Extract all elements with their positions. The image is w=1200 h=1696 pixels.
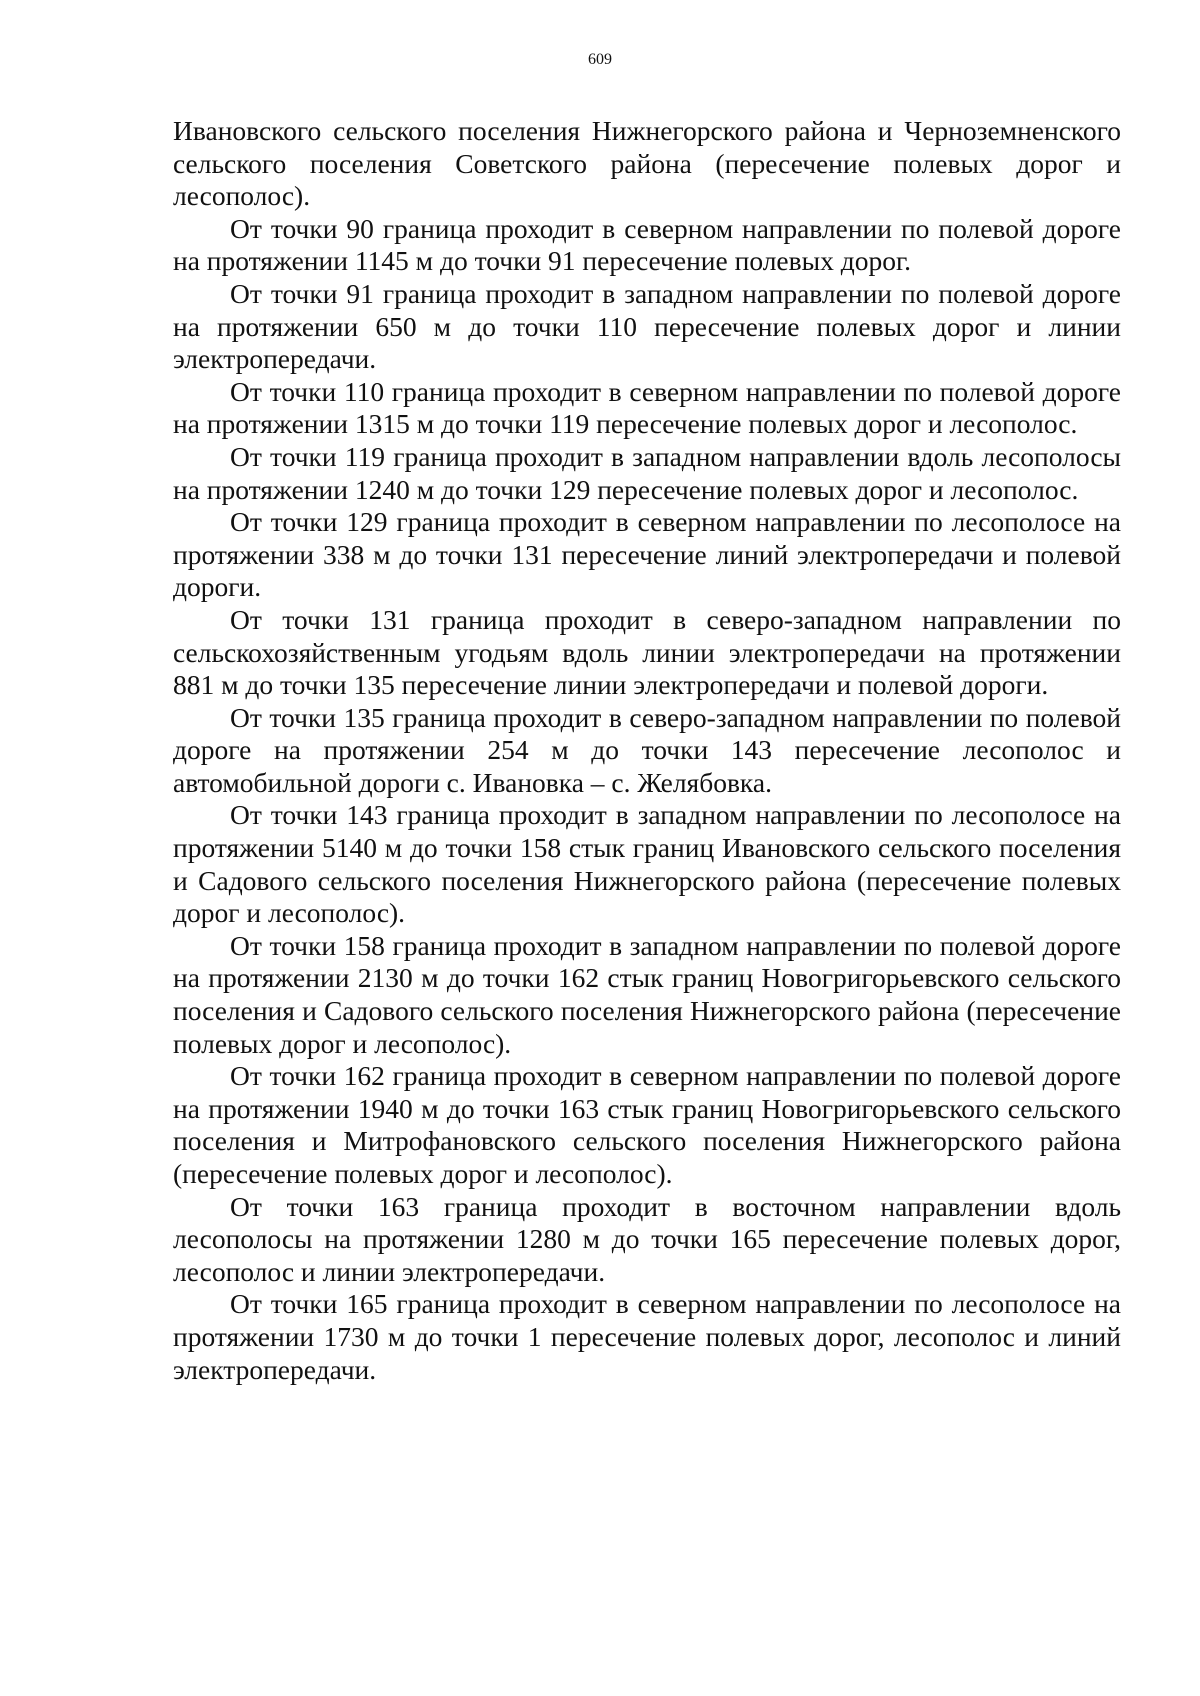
paragraph-point-91: От точки 91 граница проходит в западном направлении по полевой дороге на протяжении 650 м до точки 110 пересечение полевых дорог и линии электропередачи. bbox=[173, 277, 1121, 375]
paragraph-point-163: От точки 163 граница проходит в восточном направлении вдоль лесополосы на протяжении 1280 м до точки 165 пересечение полевых дорог, лесополос и линии электропередачи. bbox=[173, 1190, 1121, 1287]
paragraph-point-119: От точки 119 граница проходит в западном направлении вдоль лесополосы на протяжении 1240 м до точки 129 пересечение полевых дорог и лесополос. bbox=[173, 440, 1121, 505]
paragraph-point-110: От точки 110 граница проходит в северном направлении по полевой дороге на протяжении 1315 м до точки 119 пересечение полевых дорог и лесополос. bbox=[173, 375, 1121, 440]
page-number: 609 bbox=[588, 51, 612, 68]
paragraph-point-165: От точки 165 граница проходит в северном направлении по лесополосе на протяжении 1730 м до точки 1 пересечение полевых дорог, лесополос и линий электропередачи. bbox=[173, 1288, 1121, 1385]
paragraph-point-158: От точки 158 граница проходит в западном направлении по полевой дороге на протяжении 2130 м до точки 162 стык границ Новогригорьевского сельского поселения и Садового сельского поселения Нижнегорского района (пересечение полевых дорог и лесополос). bbox=[173, 929, 1121, 1059]
paragraph-point-135: От точки 135 граница проходит в северо-западном направлении по полевой дороге на протяжении 254 м до точки 143 пересечение лесополос и автомобильной дороги с. Ивановка – с. Желябовка. bbox=[173, 701, 1121, 798]
document-body bbox=[173, 115, 1121, 1386]
paragraph-point-162: От точки 162 граница проходит в северном направлении по полевой дороге на протяжении 1940 м до точки 163 стык границ Новогригорьевского сельского поселения и Митрофановского сельского поселения Нижнегорского района (пересечение полевых дорог и лесополос). bbox=[173, 1060, 1121, 1189]
paragraph-point-129: От точки 129 граница проходит в северном направлении по лесополосе на протяжении 338 м до точки 131 пересечение линий электропередачи и полевой дороги. bbox=[173, 506, 1121, 603]
paragraph-continuation: Ивановского сельского поселения Нижнегорского района и Черноземненского сельского поселения Советского района (пересечение полевых дорог и лесополос). bbox=[173, 115, 1121, 212]
paragraph-point-131: От точки 131 граница проходит в северо-западном направлении по сельскохозяйственным угодьям вдоль линии электропередачи на протяжении 881 м до точки 135 пересечение линии электропередачи и полевой дороги. bbox=[173, 603, 1121, 701]
paragraph-point-143: От точки 143 граница проходит в западном направлении по лесополосе на протяжении 5140 м до точки 158 стык границ Ивановского сельского поселения и Садового сельского поселения Нижнегорского района (пересечение полевых дорог и лесополос). bbox=[173, 799, 1121, 929]
paragraph-point-90: От точки 90 граница проходит в северном направлении по полевой дороге на протяжении 1145 м до точки 91 пересечение полевых дорог. bbox=[173, 212, 1121, 277]
